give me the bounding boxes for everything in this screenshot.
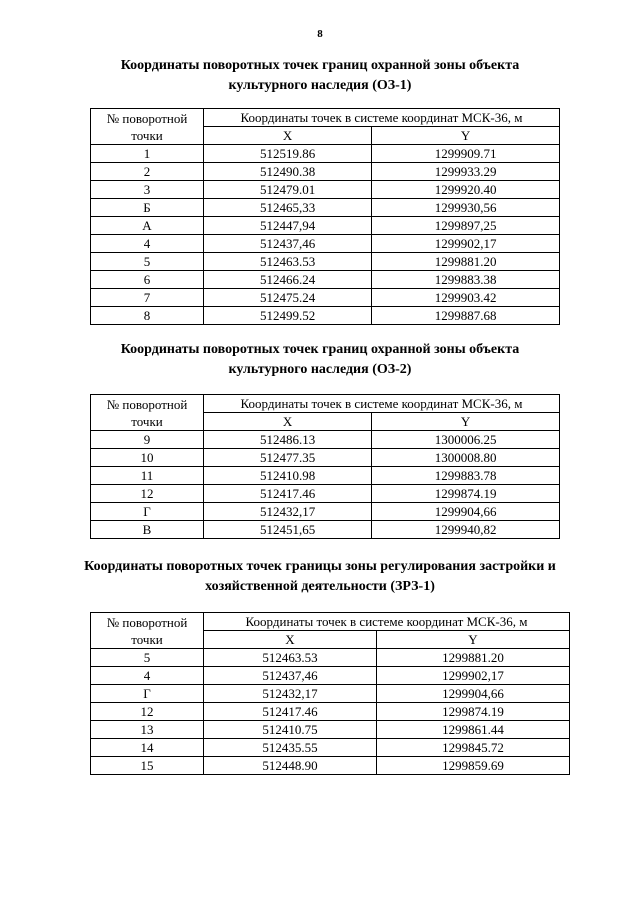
x-cell: 512465,33 — [204, 199, 372, 217]
header-x: X — [204, 413, 372, 431]
y-cell: 1299861.44 — [376, 721, 569, 739]
x-cell: 512437,46 — [204, 235, 372, 253]
page-number: 8 — [317, 28, 323, 40]
x-cell: 512435.55 — [204, 739, 377, 757]
table-row — [91, 217, 560, 235]
point-cell: 7 — [91, 289, 204, 307]
header-point-line: № поворотной — [106, 614, 188, 630]
header-y: Y — [372, 413, 560, 431]
point-cell: 12 — [91, 485, 204, 503]
x-cell: 512519.86 — [204, 145, 372, 163]
table-row — [91, 721, 570, 739]
section-title — [0, 557, 640, 597]
point-cell: 5 — [91, 649, 204, 667]
y-cell: 1299845.72 — [376, 739, 569, 757]
y-cell: 1299903.42 — [372, 289, 560, 307]
table-row — [91, 521, 560, 539]
point-cell: 13 — [91, 721, 204, 739]
table-row — [91, 467, 560, 485]
table-row — [91, 307, 560, 325]
header-point-line: точки — [131, 127, 163, 143]
section-oz1 — [0, 56, 640, 96]
table-row — [91, 503, 560, 521]
y-cell: 1299930,56 — [372, 199, 560, 217]
table-row — [91, 739, 570, 757]
y-cell: 1299887.68 — [372, 307, 560, 325]
table-row — [91, 703, 570, 721]
point-cell: 8 — [91, 307, 204, 325]
x-cell: 512463.53 — [204, 253, 372, 271]
y-cell: 1299883.78 — [372, 467, 560, 485]
x-cell: 512432,17 — [204, 685, 377, 703]
section-title-line: Координаты поворотных точек границ охранной зоны объекта — [120, 58, 520, 73]
x-cell: 512463.53 — [204, 649, 377, 667]
section-title-line: Координаты поворотных точек границ охранной зоны объекта — [120, 342, 520, 357]
point-cell: 4 — [91, 235, 204, 253]
x-cell: 512432,17 — [204, 503, 372, 521]
x-cell: 512466.24 — [204, 271, 372, 289]
point-cell: 1 — [91, 145, 204, 163]
section-title-line: культурного наследия (ОЗ-1) — [228, 78, 412, 93]
header-x: X — [204, 631, 377, 649]
header-x: X — [204, 127, 372, 145]
header-point-line: точки — [131, 413, 163, 429]
section-title-line: культурного наследия (ОЗ-2) — [228, 362, 412, 377]
y-cell: 1299909.71 — [372, 145, 560, 163]
point-cell: 2 — [91, 163, 204, 181]
table-row — [91, 667, 570, 685]
x-cell: 512477.35 — [204, 449, 372, 467]
point-cell: Г — [91, 685, 204, 703]
header-point-number — [91, 613, 204, 649]
table-row — [91, 145, 560, 163]
header-coords: Координаты точек в системе координат МСК-36, м — [204, 395, 560, 413]
header-y: Y — [372, 127, 560, 145]
table-row — [91, 649, 570, 667]
x-cell: 512451,65 — [204, 521, 372, 539]
x-cell: 512410.98 — [204, 467, 372, 485]
y-cell: 1299874.19 — [372, 485, 560, 503]
section-title — [0, 56, 640, 96]
point-cell: А — [91, 217, 204, 235]
x-cell: 512479.01 — [204, 181, 372, 199]
header-y: Y — [376, 631, 569, 649]
table-row — [91, 253, 560, 271]
table-row — [91, 181, 560, 199]
x-cell: 512499.52 — [204, 307, 372, 325]
point-cell: Б — [91, 199, 204, 217]
point-cell: 4 — [91, 667, 204, 685]
x-cell: 512447,94 — [204, 217, 372, 235]
header-point-line: точки — [131, 631, 163, 647]
table-row — [91, 235, 560, 253]
y-cell: 1299920.40 — [372, 181, 560, 199]
table-row — [91, 757, 570, 775]
point-cell: В — [91, 521, 204, 539]
y-cell: 1299897,25 — [372, 217, 560, 235]
table-row — [91, 685, 570, 703]
table-row — [91, 449, 560, 467]
point-cell: 9 — [91, 431, 204, 449]
y-cell: 1299859.69 — [376, 757, 569, 775]
point-cell: 5 — [91, 253, 204, 271]
point-cell: Г — [91, 503, 204, 521]
point-cell: 3 — [91, 181, 204, 199]
x-cell: 512410.75 — [204, 721, 377, 739]
table-row — [91, 485, 560, 503]
x-cell: 512475.24 — [204, 289, 372, 307]
y-cell: 1299902,17 — [372, 235, 560, 253]
y-cell: 1299881.20 — [376, 649, 569, 667]
y-cell: 1299881.20 — [372, 253, 560, 271]
y-cell: 1299902,17 — [376, 667, 569, 685]
x-cell: 512437,46 — [204, 667, 377, 685]
x-cell: 512490.38 — [204, 163, 372, 181]
x-cell: 512417.46 — [204, 485, 372, 503]
y-cell: 1299904,66 — [376, 685, 569, 703]
section-title — [0, 340, 640, 380]
x-cell: 512448.90 — [204, 757, 377, 775]
y-cell: 1299874.19 — [376, 703, 569, 721]
header-point-number — [91, 109, 204, 145]
header-point-line: № поворотной — [106, 110, 188, 126]
point-cell: 6 — [91, 271, 204, 289]
table-row — [91, 163, 560, 181]
section-zrz1 — [0, 557, 640, 597]
y-cell: 1300006.25 — [372, 431, 560, 449]
coords-table-oz2 — [90, 394, 560, 539]
coords-table-oz1 — [90, 108, 560, 325]
table-row — [91, 431, 560, 449]
section-title-line: хозяйственной деятельности (ЗРЗ-1) — [205, 579, 435, 594]
section-oz2 — [0, 340, 640, 380]
table-row — [91, 289, 560, 307]
x-cell: 512486.13 — [204, 431, 372, 449]
table-row — [91, 199, 560, 217]
table-row — [91, 271, 560, 289]
y-cell: 1299883.38 — [372, 271, 560, 289]
header-point-line: № поворотной — [106, 396, 188, 412]
point-cell: 10 — [91, 449, 204, 467]
y-cell: 1299940,82 — [372, 521, 560, 539]
header-point-number — [91, 395, 204, 431]
section-title-line: Координаты поворотных точек границы зоны регулирования застройки и — [84, 559, 556, 574]
y-cell: 1299933.29 — [372, 163, 560, 181]
x-cell: 512417.46 — [204, 703, 377, 721]
point-cell: 12 — [91, 703, 204, 721]
header-coords: Координаты точек в системе координат МСК-36, м — [204, 613, 570, 631]
point-cell: 15 — [91, 757, 204, 775]
coords-table-zrz1 — [90, 612, 570, 775]
point-cell: 14 — [91, 739, 204, 757]
y-cell: 1299904,66 — [372, 503, 560, 521]
header-coords: Координаты точек в системе координат МСК-36, м — [204, 109, 560, 127]
y-cell: 1300008.80 — [372, 449, 560, 467]
point-cell: 11 — [91, 467, 204, 485]
